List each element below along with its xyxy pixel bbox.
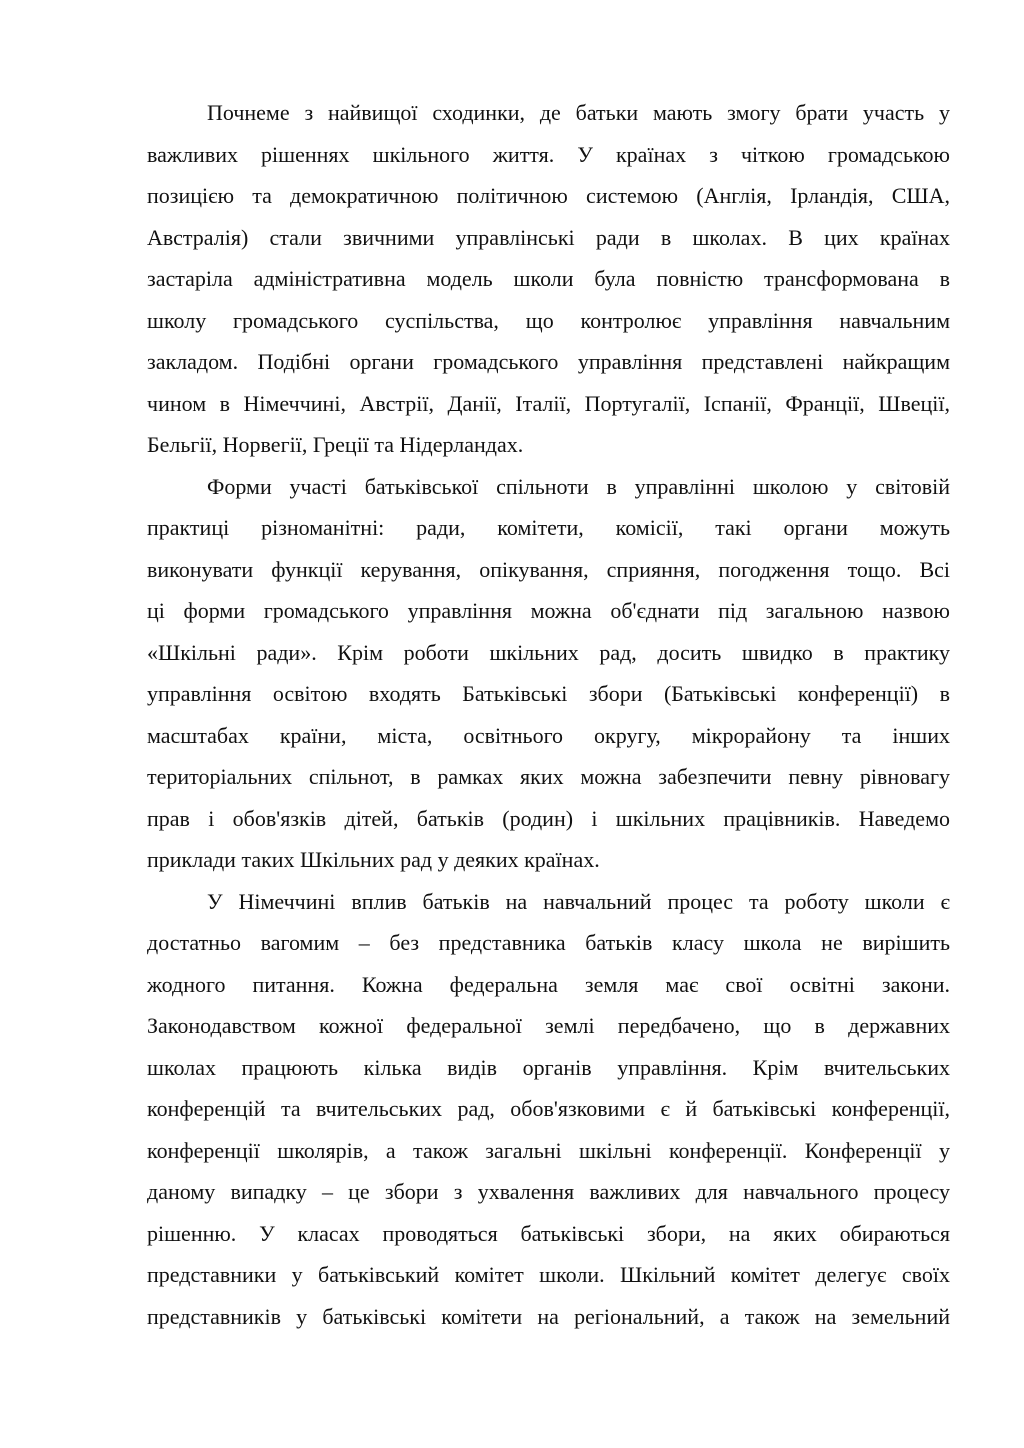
text-line: конференцій та вчительських рад, обов'язковими є й батьківські конференції,	[147, 1096, 950, 1121]
text-line: Почнеме з найвищої сходинки, де батьки мають змогу брати участь у	[207, 100, 950, 125]
text-line: «Шкільні ради». Крім роботи шкільних рад, досить швидко в практику	[147, 639, 950, 665]
text-line: Австралія) стали звичними управлінські ради в школах. В цих країнах	[147, 224, 950, 250]
text-line: важливих рішеннях шкільного життя. У країнах з чіткою громадською	[147, 141, 950, 167]
text-line: представників у батьківські комітети на регіональний, а також на земельний	[147, 1303, 950, 1329]
text-line: практиці різноманітні: ради, комітети, комісії, такі органи можуть	[147, 515, 950, 540]
text-line: територіальних спільнот, в рамках яких можна забезпечити певну рівновагу	[147, 764, 950, 789]
text-line: даному випадку – це збори з ухвалення важливих для навчального процесу	[147, 1179, 950, 1204]
text-line: чином в Німеччині, Австрії, Данії, Італії, Португалії, Іспанії, Франції, Швеції,	[147, 390, 950, 416]
document-page	[147, 92, 950, 1337]
text-line: жодного питання. Кожна федеральна земля має свої освітні закони.	[147, 971, 950, 997]
paragraph	[147, 881, 950, 1338]
text-line: виконувати функції керування, опікування, сприяння, погодження тощо. Всі	[147, 556, 950, 582]
text-line: Бельгії, Норвегії, Греції та Нідерландах.	[147, 432, 524, 457]
text-line: Форми участі батьківської спільноти в управлінні школою у світовій	[207, 473, 950, 499]
text-line: масштабах країни, міста, освітнього округу, мікрорайону та інших	[147, 722, 950, 748]
text-line: прав і обов'язків дітей, батьків (родин) і шкільних працівників. Наведемо	[147, 805, 950, 831]
text-line: приклади таких Шкільних рад у деяких країнах.	[147, 847, 600, 872]
text-line: конференції школярів, а також загальні шкільні конференції. Конференції у	[147, 1137, 950, 1163]
text-line: Законодавством кожної федеральної землі передбачено, що в державних	[147, 1013, 950, 1038]
text-line: управління освітою входять Батьківські збори (Батьківські конференції) в	[147, 681, 950, 706]
text-line: представники у батьківський комітет школи. Шкільний комітет делегує своїх	[147, 1262, 950, 1287]
paragraph	[147, 466, 950, 881]
text-line: достатньо вагомим – без представника батьків класу школа не вирішить	[147, 930, 950, 955]
text-line: У Німеччині вплив батьків на навчальний процес та роботу школи є	[207, 888, 950, 914]
text-line: застаріла адміністративна модель школи була повністю трансформована в	[147, 266, 950, 291]
text-line: школах працюють кілька видів органів управління. Крім вчительських	[147, 1054, 950, 1080]
text-line: рішенню. У класах проводяться батьківські збори, на яких обираються	[147, 1220, 950, 1246]
text-line: закладом. Подібні органи громадського управління представлені найкращим	[147, 349, 950, 374]
paragraph	[147, 92, 950, 466]
text-line: ці форми громадського управління можна об'єднати під загальною назвою	[147, 598, 950, 623]
text-line: школу громадського суспільства, що контролює управління навчальним	[147, 307, 950, 333]
text-line: позицією та демократичною політичною системою (Англія, Ірландія, США,	[147, 183, 950, 208]
